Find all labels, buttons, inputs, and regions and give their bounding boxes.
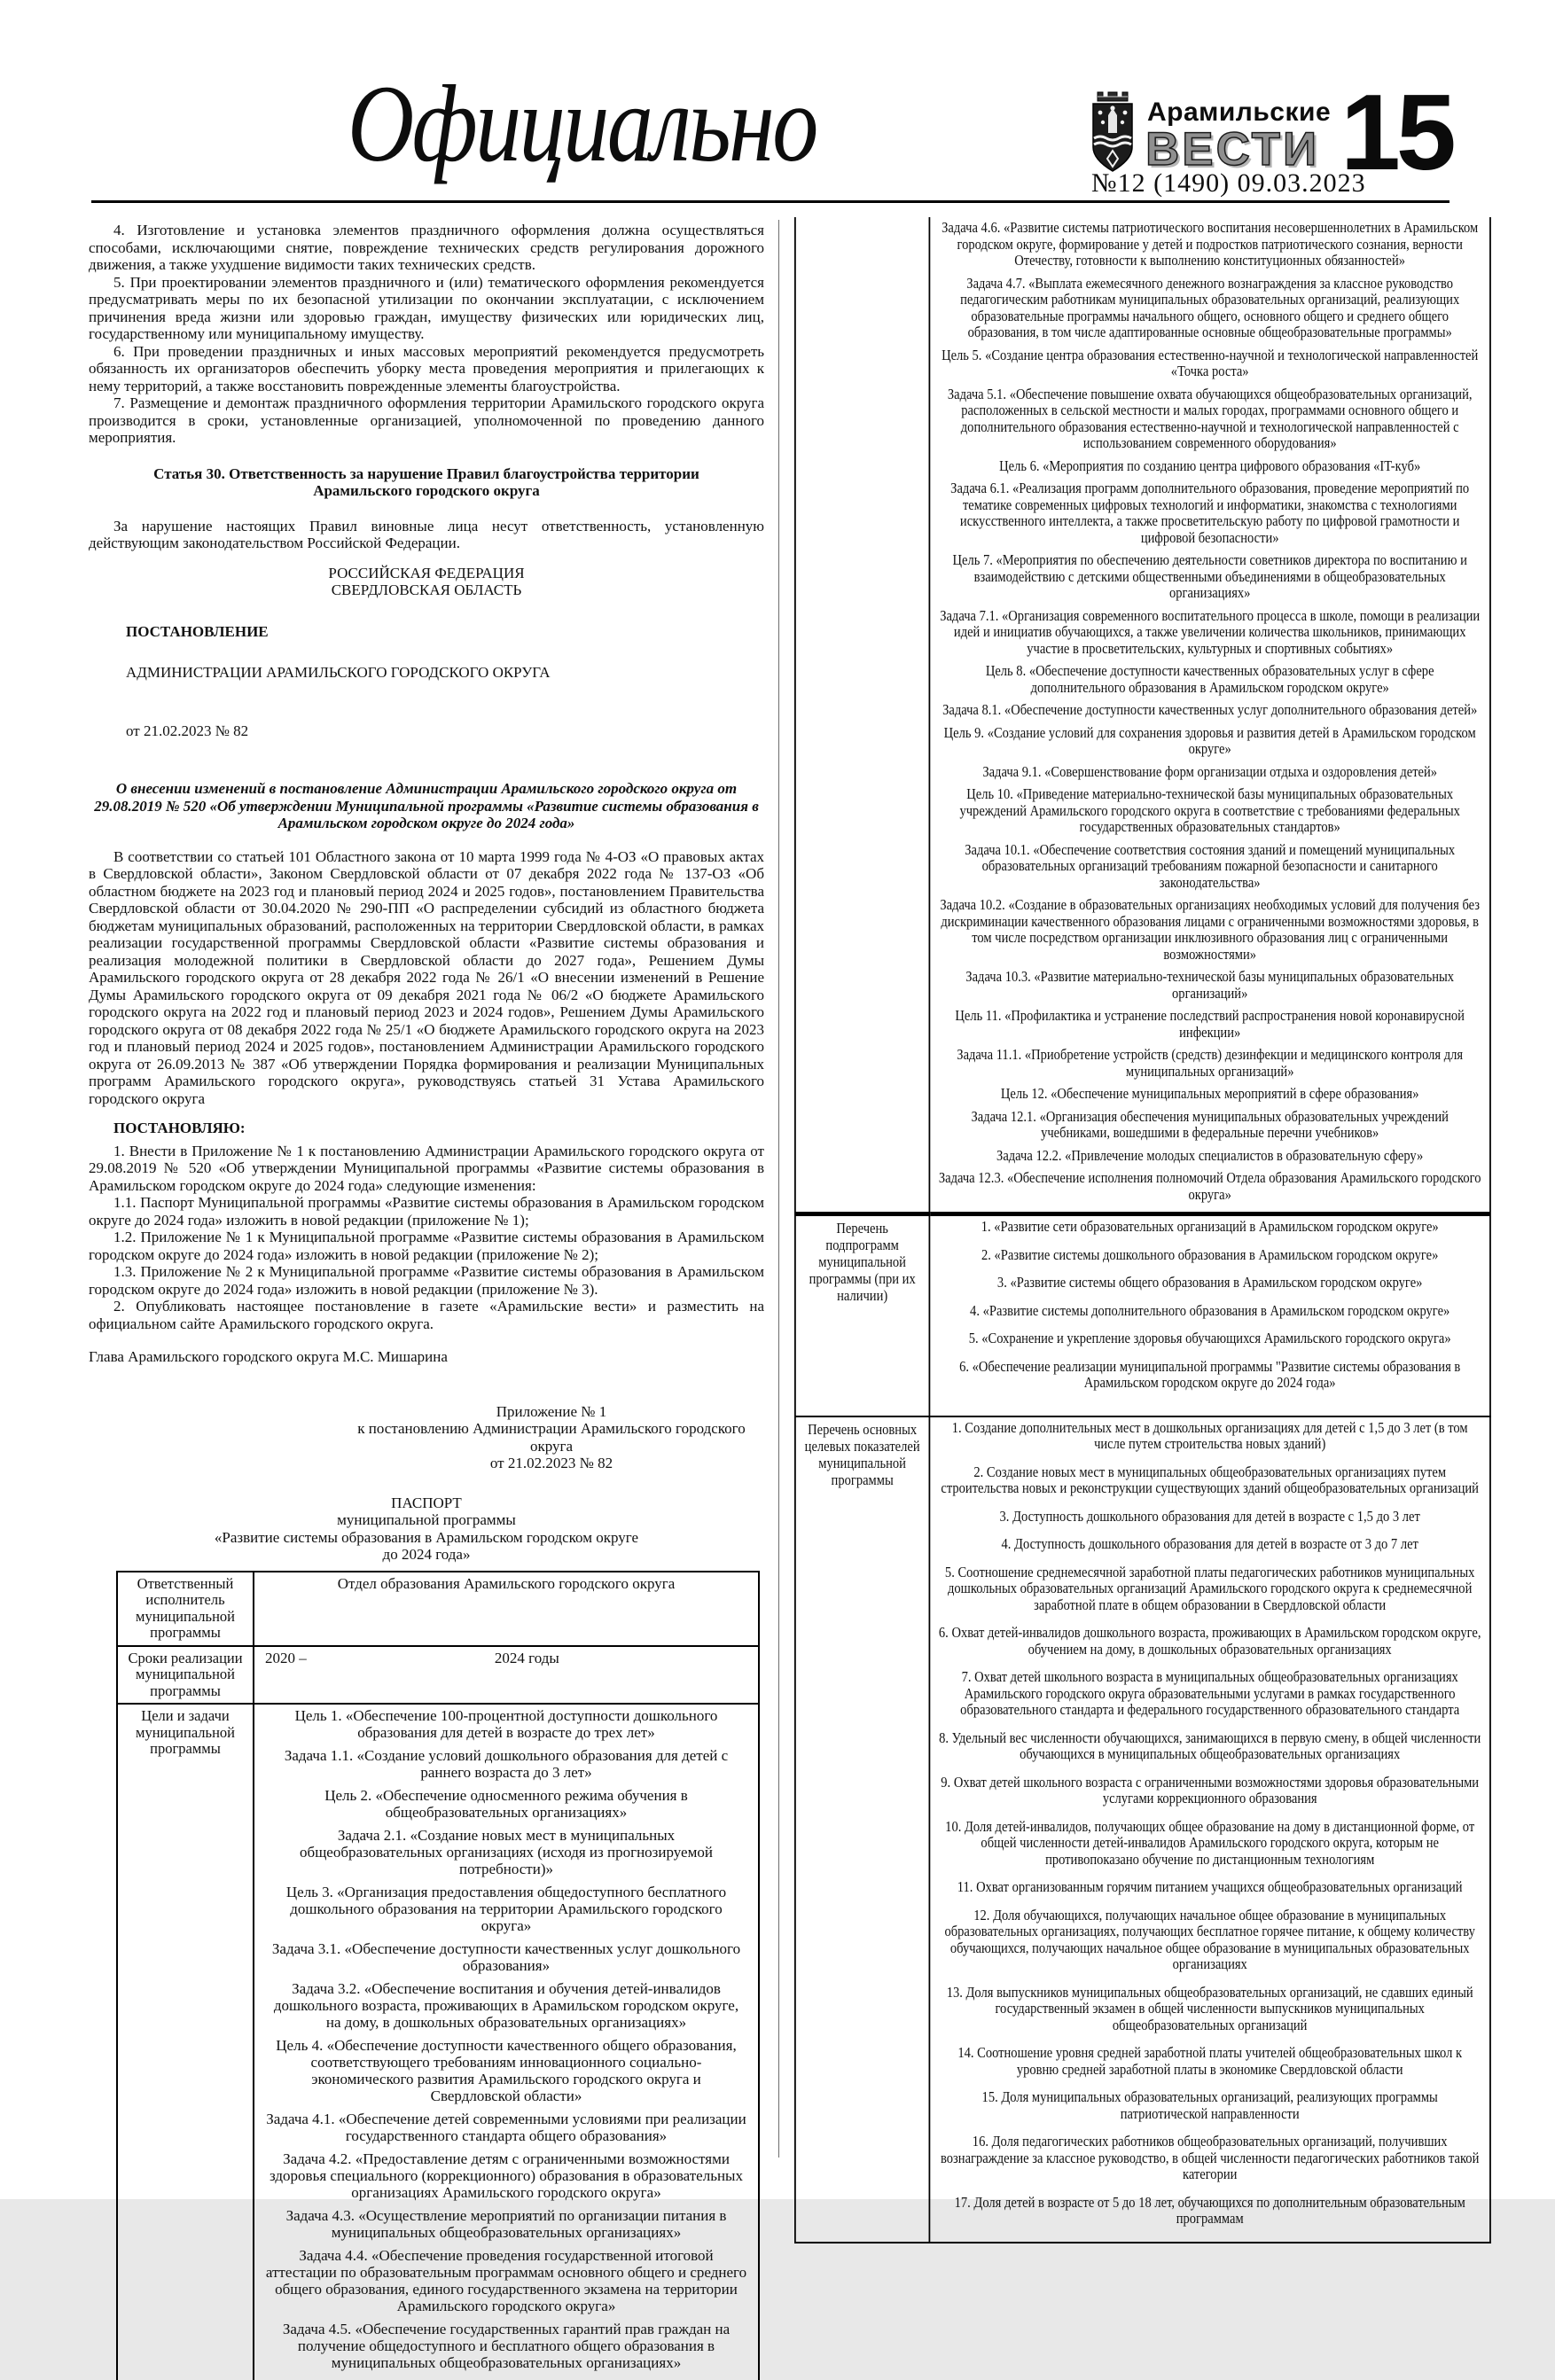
header-rule	[91, 200, 1450, 203]
subprogram-item: 5. «Сохранение и укрепление здоровья обучающихся Арамильского городского округа»	[938, 1330, 1481, 1347]
goal-item: Задача 7.1. «Организация современного воспитательного процесса в школе, помощи в реализации идей и инициатив обучающихся, а также увеличении количества школьников, принимающих участие в просветительских, культурных и спортивных событиях»	[938, 608, 1481, 658]
subprogram-item: 1. «Развитие сети образовательных организаций в Арамильском городском округе»	[938, 1219, 1481, 1236]
indicator-item: 10. Доля детей-инвалидов, получающих общее образование на дому в дистанционной форме, от общей численности детей-инвалидов Арамильского городского округа, которым не противопоказано обучение по дистанционным технологиям	[938, 1819, 1481, 1869]
passport-label-cell: Цели и задачи муниципальной программы	[117, 1704, 254, 2380]
indicator-item: 7. Охват детей школьного возраста в муниципальных общеобразовательных организациях Арамильского городского округа образовательными услугами в рамках государственного образовательного стандарта и федерального государственного образовательного стандарта	[938, 1669, 1481, 1719]
subprogram-item: 6. «Обеспечение реализации муниципальной программы "Развитие системы образования в Арамильском городском округе до 2024 года»	[938, 1359, 1481, 1392]
subprograms-cell	[929, 1214, 1490, 1416]
preamble: В соответствии со статьей 101 Областного закона от 10 марта 1999 года № 4-ОЗ «О правовых актах в Свердловской области», Законом Свердловской области от 07 декабря 2022 года № 137-ОЗ «Об областном бюджете на 2023 год и плановый период 2024 и 2025 годов», постановлением Правительства Свердловской области от 30.04.2020 № 290-ПП «О распределении субсидий из областного бюджета бюджетам муниципальных образований, расположенных на территории Свердловской области, в рамках реализации государственной программы Свердловской области «Развитие системы образования и реализация молодежной политики в Свердловской области до 2027 года», Решением Думы Арамильского городского округа от 28 декабря 2022 года № 26/1 «О внесении изменений в Решение Думы Арамильского городского округа от 09 декабря 2021 года № 06/2 «О бюджете Арамильского городского округа на 2022 год и плановый период 2023 и 2024 годов», Решением Думы Арамильского городского округа от 08 декабря 2022 года № 25/1 «О бюджете Арамильского городского округа на 2023 год и плановый период 2024 и 2025 годов», постановлением Администрации Арамильского городского округа от 26.09.2013 № 387 «Об утверждении Порядка формирования и реализации Муниципальных программ Арамильского городского округа», руководствуясь статьей 31 Устава Арамильского городского округа	[89, 848, 764, 1108]
passport-title-line: до 2024 года»	[89, 1546, 764, 1564]
indicator-item: 8. Удельный вес численности обучающихся, занимающихся в первую смену, в общей численности обучающихся в муниципальных общеобразовательных организациях	[938, 1730, 1481, 1763]
passport-title-line: «Развитие системы образования в Арамильском городском округе	[89, 1529, 764, 1547]
goal-item: Задача 10.3. «Развитие материально-технической базы муниципальных образовательных организаций»	[938, 969, 1481, 1002]
paragraph: 6. При проведении праздничных и иных массовых мероприятий рекомендуется предусмотреть обязанность их организаторов обеспечить уборку места проведения мероприятия и прилегающих к нему территорий, а также восстановить поврежденные элементы благоустройства.	[89, 343, 764, 395]
passport-table-continued	[794, 217, 1491, 2243]
goal-item: Задача 1.1. «Создание условий дошкольного образования для детей с раннего возраста до 3 лет»	[265, 1747, 747, 1781]
indicator-item: 17. Доля детей в возрасте от 5 до 18 лет, обучающихся по дополнительным образовательным программам	[938, 2195, 1481, 2228]
empty-label-cell	[795, 217, 930, 1214]
table-row	[117, 1704, 759, 2380]
goal-item: Цель 9. «Создание условий для сохранения здоровья и развития детей в Арамильском городском округе»	[938, 725, 1481, 758]
annex-line: к постановлению Администрации Арамильского городского округа	[339, 1420, 764, 1455]
goal-item: Задача 9.1. «Совершенствование форм организации отдыха и оздоровления детей»	[938, 764, 1481, 781]
goal-item: Цель 12. «Обеспечение муниципальных мероприятий в сфере образования»	[938, 1086, 1481, 1103]
resolution-list	[89, 1143, 764, 1333]
goal-item: Задача 12.2. «Привлечение молодых специалистов в образовательную сферу»	[938, 1148, 1481, 1165]
paragraph: За нарушение настоящих Правил виновные лица несут ответственность, установленную действующим законодательством Российской Федерации.	[89, 518, 764, 552]
newspaper-name-bottom: ВЕСТИ	[1145, 122, 1319, 176]
period-end: 2024 годы	[495, 1650, 559, 1666]
indicator-item: 16. Доля педагогических работников общеобразовательных организаций, получивших вознаграждение за классное руководство, в общей численности педагогических работников такой категории	[938, 2134, 1481, 2183]
issue-line: №12 (1490) 09.03.2023	[1091, 168, 1366, 199]
passport-value-cell	[254, 1646, 759, 1705]
article-heading: Статья 30. Ответственность за нарушение Правил благоустройства территории Арамильского городского округа	[113, 465, 739, 500]
doc-subject: О внесении изменений в постановление Администрации Арамильского городского округа от 29.08.2019 № 520 «Об утверждении Муниципальной программы «Развитие системы образования в Арамильском городском округе до 2024 года»	[92, 780, 761, 832]
doc-date-number: от 21.02.2023 № 82	[126, 722, 764, 740]
indicators-cell	[929, 1416, 1490, 2243]
doc-type: ПОСТАНОВЛЕНИЕ	[126, 623, 764, 641]
goal-item: Задача 10.1. «Обеспечение соответствия состояния зданий и помещений муниципальных образовательных организаций требованиям пожарной безопасности и санитарного законодательства»	[938, 842, 1481, 892]
goal-item: Задача 2.1. «Создание новых мест в муниципальных общеобразовательных организациях (исходя из прогнозируемой потребности)»	[265, 1827, 747, 1877]
annex-line: Приложение № 1	[339, 1403, 764, 1421]
goal-item: Задача 4.3. «Осуществление мероприятий по организации питания в муниципальных общеобразовательных организациях»	[265, 2207, 747, 2241]
coat-of-arms-icon	[1090, 89, 1135, 178]
goal-item: Задача 4.5. «Обеспечение государственных гарантий прав граждан на получение общедоступного и бесплатного общего образования в муниципальных общеобразовательных организациях»	[265, 2321, 747, 2371]
annex-line: от 21.02.2023 № 82	[339, 1455, 764, 1472]
region-line: СВЕРДЛОВСКАЯ ОБЛАСТЬ	[89, 581, 764, 599]
resolution-item: 1.1. Паспорт Муниципальной программы «Развитие системы образования в Арамильском городском округе до 2024 года» изложить в новой редакции (приложение № 1);	[89, 1194, 764, 1229]
passport-title	[89, 1494, 764, 1564]
passport-label-cell: Сроки реализации муниципальной программы	[117, 1646, 254, 1705]
indicator-item: 11. Охват организованным горячим питанием учащихся общеобразовательных организаций	[938, 1879, 1481, 1896]
indicator-item: 15. Доля муниципальных образовательных организаций, реализующих программы патриотической направленности	[938, 2089, 1481, 2122]
goal-item: Задача 4.1. «Обеспечение детей современными условиями при реализации государственного стандарта общего образования»	[265, 2111, 747, 2144]
goal-item: Цель 10. «Приведение материально-технической базы муниципальных образовательных учреждений Арамильского городского округа в соответствие с требованиями федеральных государственных образовательных стандартов»	[938, 786, 1481, 836]
indicator-item: 4. Доступность дошкольного образования для детей в возрасте от 3 до 7 лет	[938, 1536, 1481, 1553]
resolution-item: 1.3. Приложение № 2 к Муниципальной программе «Развитие системы образования в Арамильском городском округе до 2024 года» изложить в новой редакции (приложение № 3).	[89, 1263, 764, 1298]
goal-item: Задача 12.1. «Организация обеспечения муниципальных образовательных учреждений учебниками, вошедшими в федеральные перечни учебников»	[938, 1109, 1481, 1142]
column-divider	[778, 220, 779, 2158]
resolution-item: 2. Опубликовать настоящее постановление в газете «Арамильские вести» и разместить на официальном сайте Арамильского городского округа.	[89, 1298, 764, 1332]
passport-title-line: ПАСПОРТ	[89, 1494, 764, 1512]
goal-item: Задача 3.1. «Обеспечение доступности качественных услуг дошкольного образования»	[265, 1940, 747, 1974]
left-column	[89, 222, 764, 2194]
indicator-item: 12. Доля обучающихся, получающих начальное общее образование в муниципальных образовательных организациях, получающих бесплатное горячее питание, к общему количеству обучающихся, получающих начальное общее образование в муниципальных образовательных организациях	[938, 1908, 1481, 1973]
passport-value-cell: Отдел образования Арамильского городского округа	[254, 1572, 759, 1646]
goal-item: Задача 12.3. «Обеспечение исполнения полномочий Отдела образования Арамильского городского округа»	[938, 1170, 1481, 1203]
annex-reference	[339, 1403, 764, 1472]
table-row	[795, 1416, 1490, 2243]
resolve-word: ПОСТАНОВЛЯЮ:	[89, 1120, 764, 1137]
goal-item: Цель 8. «Обеспечение доступности качественных образовательных услуг в сфере дополнительного образования в Арамильском городском округе»	[938, 663, 1481, 696]
goal-item: Задача 10.2. «Создание в образовательных организациях необходимых условий для получения без дискриминации качественного образования лицами с ограниченными возможностями здоровья, в том числе посредством организации инклюзивного образования лиц с ограниченными возможностями»	[938, 897, 1481, 963]
table-row	[117, 1572, 759, 1646]
country-line: РОССИЙСКАЯ ФЕДЕРАЦИЯ	[89, 565, 764, 582]
section-title: Официально	[348, 69, 869, 179]
period-start: 2020 –	[265, 1650, 307, 1666]
goal-item: Задача 4.7. «Выплата ежемесячного денежного вознаграждения за классное руководство педагогическим работникам муниципальных образовательных организаций, реализующих образовательные программы начального общего, основного общего и среднего общего образования, в том числе адаптированные основные общеобразовательные программы»	[938, 276, 1481, 341]
subprogram-item: 3. «Развитие системы общего образования в Арамильском городском округе»	[938, 1275, 1481, 1291]
goal-item: Задача 4.6. «Развитие системы патриотического воспитания несовершеннолетних в Арамильском городском округе, формирование у детей и подростков патриотического сознания, верности Отечеству, готовности к выполнению конституционных обязанностей»	[938, 220, 1481, 269]
goal-item: Цель 7. «Мероприятия по обеспечению деятельности советников директора по воспитанию и взаимодействию с детскими общественными объединениями в общеобразовательных организациях»	[938, 552, 1481, 602]
doc-authority: АДМИНИСТРАЦИИ АРАМИЛЬСКОГО ГОРОДСКОГО ОКРУГА	[126, 664, 764, 682]
indicator-item: 2. Создание новых мест в муниципальных общеобразовательных организациях путем строительства новых и реконструкции существующих зданий общеобразовательных организаций	[938, 1464, 1481, 1497]
goal-item: Задача 6.1. «Реализация программ дополнительного образования, проведение мероприятий по тематике современных цифровых технологий и информатики, знакомства с технологиями искусственного интеллекта, а также просветительскую работу по цифровой грамотности и цифровой безопасности»	[938, 480, 1481, 546]
goals-cell	[254, 1704, 759, 2380]
goal-item: Задача 4.2. «Предоставление детям с ограниченными возможностями здоровья специального (коррекционного) образования в образовательных организациях Арамильского городского округа»	[265, 2150, 747, 2201]
subprogram-item: 2. «Развитие системы дошкольного образования в Арамильском городском округе»	[938, 1247, 1481, 1264]
goal-item: Цель 2. «Обеспечение односменного режима обучения в общеобразовательных организациях»	[265, 1787, 747, 1821]
paragraph: 5. При проектировании элементов праздничного и (или) тематического оформления рекомендуется предусматривать меры по их безопасной утилизации по окончании эксплуатации, с исключением причинения вреда жизни или здоровью граждан, имуществу физических или юридических лиц, государственному или муниципальному имуществу.	[89, 274, 764, 343]
newspaper-name-top: Арамильские	[1147, 98, 1331, 128]
goal-item: Задача 3.2. «Обеспечение воспитания и обучения детей-инвалидов дошкольного возраста, проживающих в Арамильском городском округе, на дому, в дошкольных образовательных организациях»	[265, 1980, 747, 2031]
indicator-item: 9. Охват детей школьного возраста с ограниченными возможностями здоровья образовательными услугами коррекционного образования	[938, 1775, 1481, 1807]
indicator-item: 13. Доля выпускников муниципальных общеобразовательных организаций, не сдавших единый государственный экзамен в общей численности выпускников муниципальных общеобразовательных организаций	[938, 1985, 1481, 2034]
indicator-item: 1. Создание дополнительных мест в дошкольных организациях для детей с 1,5 до 3 лет (в том числе путем строительства новых зданий)	[938, 1420, 1481, 1453]
resolution-item: 1. Внести в Приложение № 1 к постановлению Администрации Арамильского городского округа от 29.08.2019 № 520 «Об утверждении Муниципальной программы «Развитие системы образования в Арамильском городском округе до 2024 года» следующие изменения:	[89, 1143, 764, 1195]
passport-label-cell: Ответственный исполнитель муниципальной программы	[117, 1572, 254, 1646]
right-column	[794, 217, 1491, 2196]
goal-item: Цель 4. «Обеспечение доступности качественного общего образования, соответствующего требованиям инновационного социально-экономического развития Арамильского городского округа и Свердловской области»	[265, 2037, 747, 2104]
goal-item: Цель 5. «Создание центра образования естественно-научной и технологической направленностей «Точка роста»	[938, 347, 1481, 380]
indicator-item: 14. Соотношение уровня средней заработной платы учителей общеобразовательных школ к уровню средней заработной платы в экономике Свердловской области	[938, 2045, 1481, 2078]
goal-item: Цель 11. «Профилактика и устранение последствий распространения новой коронавирусной инфекции»	[938, 1008, 1481, 1041]
table-row	[795, 1214, 1490, 1416]
goal-item: Цель 3. «Организация предоставления общедоступного бесплатного дошкольного образования на территории Арамильского городского округа»	[265, 1884, 747, 1934]
paragraph: 7. Размещение и демонтаж праздничного оформления территории Арамильского городского округа производится в сроки, установленные организацией, уполномоченной по проведению данного мероприятия.	[89, 394, 764, 447]
resolution-item: 1.2. Приложение № 1 к Муниципальной программе «Развитие системы образования в Арамильском городском округе до 2024 года» изложить в новой редакции (приложение № 2);	[89, 1229, 764, 1263]
page-number: 15	[1340, 78, 1452, 186]
subprogram-item: 4. «Развитие системы дополнительного образования в Арамильском городском округе»	[938, 1303, 1481, 1320]
goal-item: Цель 6. «Мероприятия по созданию центра цифрового образования «IT-куб»	[938, 458, 1481, 475]
goals-continued-cell	[929, 217, 1490, 1214]
passport-table	[116, 1571, 760, 2380]
goal-item: Задача 11.1. «Приобретение устройств (средств) дезинфекции и медицинского контроля для муниципальных организаций»	[938, 1047, 1481, 1080]
indicator-item: 6. Охват детей-инвалидов дошкольного возраста, проживающих в Арамильском городском округе, обучением на дому, в дошкольных образовательных организациях	[938, 1625, 1481, 1658]
paragraph: 4. Изготовление и установка элементов праздничного оформления должна осуществляться способами, исключающими снятие, повреждение технических средств регулирования дорожного движения, а также ухудшение видимости таких технических средств.	[89, 222, 764, 274]
goal-item: Задача 5.1. «Обеспечение повышение охвата обучающихся общеобразовательных организаций, расположенных в сельской местности и малых городах, программами основного общего и дополнительного образования естественно-научной и технологической направленностей с использованием современного оборудования»	[938, 386, 1481, 452]
goal-item: Задача 8.1. «Обеспечение доступности качественных услуг дополнительного образования детей»	[938, 702, 1481, 719]
passport-title-line: муниципальной программы	[89, 1511, 764, 1529]
table-row	[117, 1646, 759, 1705]
signature-line: Глава Арамильского городского округа М.С. Мишарина	[89, 1348, 764, 1366]
indicators-label-cell: Перечень основных целевых показателей муниципальной программы	[795, 1416, 930, 2243]
table-row	[795, 217, 1490, 1214]
goal-item: Цель 1. «Обеспечение 100-процентной доступности дошкольного образования для детей в возрасте до трех лет»	[265, 1707, 747, 1741]
subprograms-label-cell: Перечень подпрограмм муниципальной программы (при их наличии)	[795, 1214, 930, 1416]
indicator-item: 5. Соотношение среднемесячной заработной платы педагогических работников муниципальных дошкольных образовательных организаций Арамильского городского округа к среднемесячной заработной плате в общем образовании в Свердловской области	[938, 1565, 1481, 1614]
goal-item: Задача 4.4. «Обеспечение проведения государственной итоговой аттестации по образовательным программам основного общего и среднего общего образования, единого государственного экзамена на территории Арамильского городского округа»	[265, 2247, 747, 2314]
indicator-item: 3. Доступность дошкольного образования для детей в возрасте с 1,5 до 3 лет	[938, 1509, 1481, 1526]
